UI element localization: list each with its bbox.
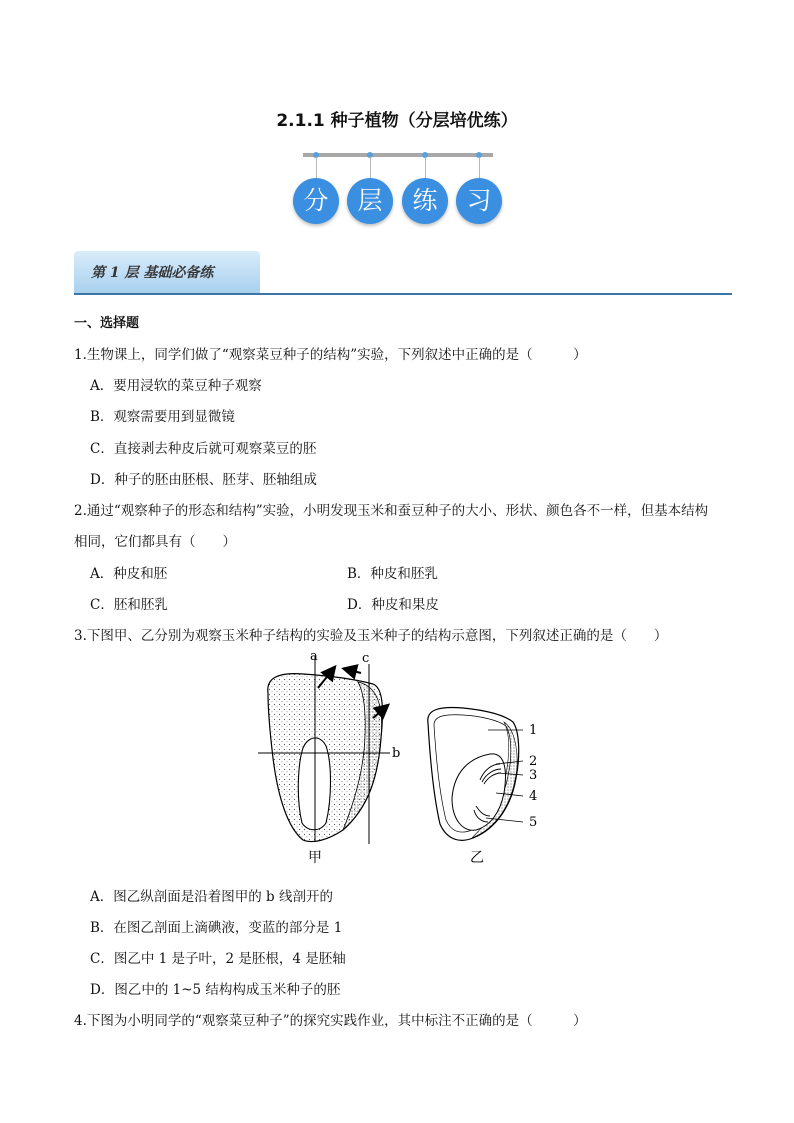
q3-option-c: C．图乙中 1 是子叶，2 是胚根，4 是胚轴 [90,951,346,967]
level-divider [74,293,732,295]
badge-char-3: 练 [402,178,448,224]
q2-option-b: B．种皮和胚乳 [347,566,438,582]
label-3: 3 [529,768,538,783]
caption-jia: 甲 [308,850,322,866]
q1-stem: 1.生物课上，同学们做了“观察菜豆种子的结构”实验，下列叙述中正确的是（ ） [74,347,587,363]
badge-char-1: 分 [293,178,339,224]
q2-option-c: C．胚和胚乳 [90,597,168,613]
q2-option-d: D．种皮和果皮 [347,597,439,613]
caption-yi: 乙 [470,850,484,866]
label-5: 5 [529,815,538,830]
section-heading: 一、选择题 [74,316,140,331]
seed-yi-drawing [428,708,523,841]
q2-option-a: A．种皮和胚 [90,566,168,582]
label-4: 4 [529,789,538,804]
q3-option-d: D．图乙中的 1~5 结构构成玉米种子的胚 [90,982,341,998]
q3-option-b: B．在图乙剖面上滴碘液，变蓝的部分是 1 [90,920,343,936]
q4-stem: 4.下图为小明同学的“观察菜豆种子”的探究实践作业，其中标注不正确的是（ ） [74,1013,587,1029]
corn-seed-figure [258,648,548,870]
page-title: 2.1.1 种子植物（分层培优练） [276,111,518,131]
q1-option-d: D．种子的胚由胚根、胚芽、胚轴组成 [90,472,317,488]
seed-jia-drawing [258,656,390,844]
q1-option-c: C．直接剥去种皮后就可观察菜豆的胚 [90,441,317,457]
label-2: 2 [529,754,538,769]
q3-option-a: A．图乙纵剖面是沿着图甲的 b 线剖开的 [90,889,333,905]
label-c: c [362,651,370,666]
q1-option-b: B．观察需要用到显微镜 [90,409,235,425]
badge-char-4: 习 [456,178,502,224]
q3-stem: 3.下图甲、乙分别为观察玉米种子结构的实验及玉米种子的结构示意图，下列叙述正确的是（ ） [74,628,668,644]
q1-option-a: A．要用浸软的菜豆种子观察 [90,378,262,394]
label-a: a [310,649,318,664]
label-1: 1 [529,723,538,738]
q2-stem-line1: 2.通过“观察种子的形态和结构”实验，小明发现玉米和蚕豆种子的大小、形状、颜色各不一样，但基本结构 [74,503,709,519]
label-b: b [392,746,401,761]
q2-stem-line2: 相同，它们都具有（ ） [74,534,236,550]
badge-char-2: 层 [347,178,393,224]
level-tab: 第 1 层 基础必备练 [74,251,260,293]
